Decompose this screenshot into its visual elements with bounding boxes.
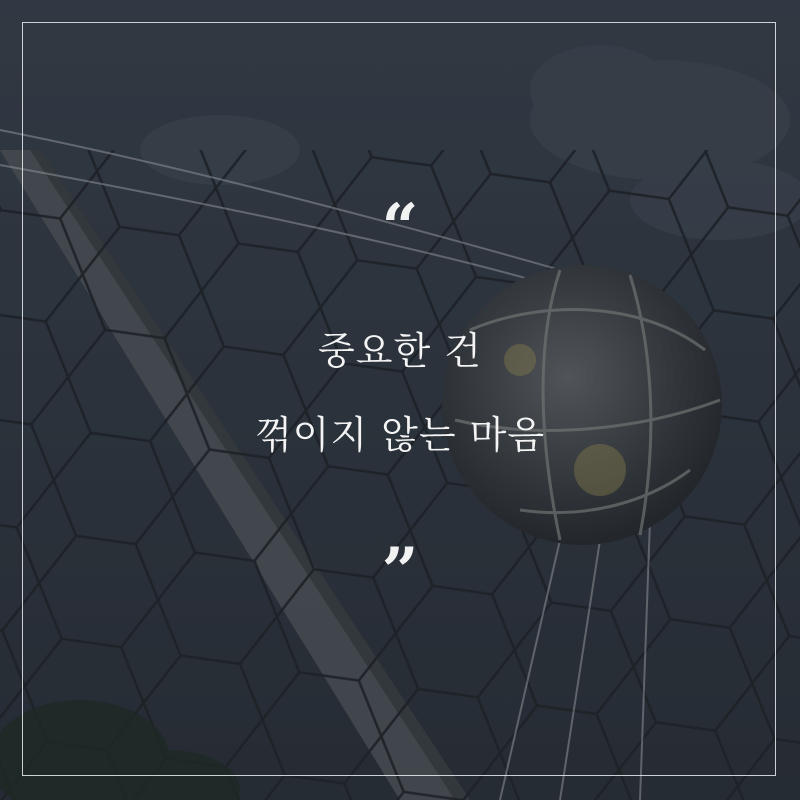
- border-frame: [22, 22, 776, 776]
- close-quote-mark: ”: [381, 534, 419, 609]
- quote-line-2: 꺾이지 않는 마음: [254, 413, 546, 457]
- quote-line-1: 중요한 건: [318, 329, 482, 373]
- open-quote-mark: “: [381, 190, 419, 265]
